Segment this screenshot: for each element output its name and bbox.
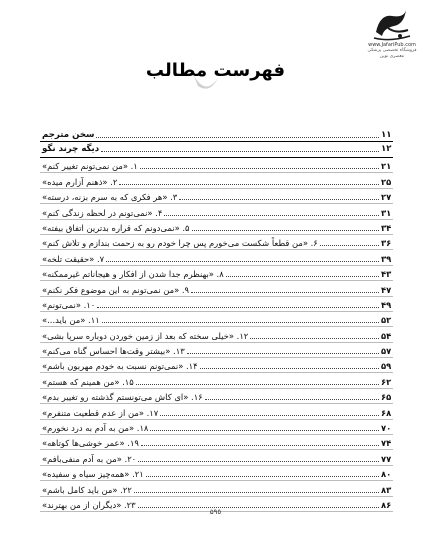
toc-entry-page: ۵۷ — [381, 346, 392, 357]
toc-entry-page: ۱۲ — [381, 144, 392, 154]
toc-entry-title: ۱۷. «من از عدم قطعیت متنفرم» — [42, 407, 159, 418]
toc-entry-page: ۳۱ — [381, 207, 392, 218]
leader-dots — [138, 460, 379, 462]
toc-entry[interactable] — [40, 373, 393, 388]
toc-entry-page: ۶۲ — [381, 376, 392, 387]
toc-entry[interactable] — [40, 466, 393, 481]
toc-entry-title: ۱۵. «من همینم که هستم» — [42, 376, 134, 387]
leader-dots — [226, 275, 379, 277]
logo-site: www.JafariPub.com — [368, 42, 416, 48]
toc-entry[interactable] — [40, 128, 393, 142]
toc-entry-page: ۸۰ — [381, 469, 392, 480]
leader-dots — [96, 136, 379, 138]
leader-dots — [140, 167, 379, 169]
toc-entry-page: ۱۱ — [381, 130, 392, 140]
toc-entry[interactable] — [40, 389, 393, 404]
toc-entry[interactable] — [40, 420, 393, 435]
toc-entry-title: ۲۳. «دیگران از من بهترند» — [42, 499, 136, 510]
leader-dots — [97, 306, 379, 308]
toc-entry[interactable] — [40, 204, 393, 219]
toc-entry-page: ۷۰ — [381, 423, 392, 434]
leader-dots — [134, 491, 379, 493]
toc-entry-title: ۱۶. «ای کاش می‌تونستم گذشته رو تغییر بدم» — [42, 392, 203, 403]
leader-dots — [200, 367, 379, 369]
toc-entry[interactable] — [40, 358, 393, 373]
toc-entry-title: ۱۹. «عمر خوشی‌ها کوتاهه» — [42, 438, 139, 449]
leader-dots — [101, 150, 379, 152]
toc-entry[interactable] — [40, 142, 393, 155]
toc-entry-title: ۱۳. «بیشتر وقت‌ها احساس گناه می‌کنم» — [42, 346, 185, 357]
toc-entry-title: ۱۸. «من به آدم به درد نخورم» — [42, 423, 149, 434]
toc-entry-title: سخن مترجم — [42, 130, 95, 140]
toc-entry-title: ۲. «ذهنم آزارم میده» — [42, 176, 118, 187]
leader-dots — [320, 244, 379, 246]
leader-dots — [119, 183, 379, 185]
page-title: فهرست مطالب — [145, 60, 286, 81]
pen-logo-icon — [370, 6, 414, 42]
toc-entry-page: ۲۵ — [381, 176, 392, 187]
toc-entry-page: ۸۶ — [381, 499, 392, 510]
toc-entry[interactable] — [40, 450, 393, 465]
toc-entry[interactable] — [40, 281, 393, 296]
toc-entry-title: ۷. «حقیقت تلخه» — [42, 253, 105, 264]
toc-entry-title: ۲۲. «من باید کامل باشم» — [42, 484, 132, 495]
toc-entry[interactable] — [40, 250, 393, 265]
toc-entry-page: ۷۷ — [381, 453, 392, 464]
toc-entry[interactable] — [40, 435, 393, 450]
toc-entry-title: ۱۱. «من باید...» — [42, 315, 100, 326]
toc-entry-page: ۲۱ — [381, 161, 392, 172]
toc-entry-title: ۱۲. «خیلی سخته که بعد از زمین خوردن دوباره سرپا بشی» — [42, 330, 249, 341]
toc-entry[interactable] — [40, 189, 393, 204]
publisher-logo — [361, 6, 423, 68]
toc-entry[interactable] — [40, 220, 393, 235]
leader-dots — [160, 414, 379, 416]
toc-entry-title: ۹. «من نمی‌تونم به این موضوع فکر نکنم» — [42, 284, 190, 295]
toc-entry-title: ۴. «نمی‌تونم در لحظه زندگی کنم» — [42, 207, 163, 218]
toc-entry[interactable] — [40, 312, 393, 327]
toc-entry-title: ۳. «هر فکری که به سرم بزنه، درسته» — [42, 192, 178, 203]
toc-entry-page: ۵۴ — [381, 330, 392, 341]
toc-entry[interactable] — [40, 266, 393, 281]
toc-entry[interactable] — [40, 173, 393, 188]
toc-entry[interactable] — [40, 481, 393, 496]
toc-entry-page: ۶۸ — [381, 407, 392, 418]
toc-entry-page: ۳۶ — [381, 238, 392, 249]
toc-entry-title: ۱۰. «نمی‌تونم» — [42, 299, 96, 310]
title-swoosh — [190, 72, 220, 100]
leader-dots — [141, 444, 379, 446]
toc-entry-page: ۳۹ — [381, 253, 392, 264]
leader-dots — [179, 198, 379, 200]
toc-entry-title: ۲۰. «من به آدم منفی‌بافم» — [42, 453, 137, 464]
toc-entry-page: ۴۹ — [381, 299, 392, 310]
toc-entry-page: ۳۴ — [381, 222, 392, 233]
toc-entry-title: دیگه چرند نگو — [42, 144, 100, 154]
toc-entry-page: ۸۳ — [381, 484, 392, 495]
toc-entry-page: ۴۳ — [381, 269, 392, 280]
toc-entry-title: ۶. «من قطعاً شکست می‌خورم پس چرا خودم رو به زحمت بندازم و تلاش کنم» — [42, 238, 318, 249]
leader-dots — [205, 398, 379, 400]
toc-entry-page: ۴۷ — [381, 284, 392, 295]
toc-entry[interactable] — [40, 327, 393, 342]
page-number: ۵۹٥ — [209, 508, 222, 516]
toc-entry-page: ۵۹ — [381, 361, 392, 372]
leader-dots — [250, 337, 379, 339]
toc-entry-title: ۱. «من نمی‌تونم تغییر کنم» — [42, 161, 138, 172]
toc-entry-page: ۷۴ — [381, 438, 392, 449]
leader-dots — [150, 429, 379, 431]
leader-dots — [192, 229, 379, 231]
logo-tagline: فروشگاه تخصصی پزشکی معصری نوین — [367, 48, 417, 59]
leader-dots — [102, 321, 379, 323]
leader-dots — [191, 291, 379, 293]
toc-entry[interactable] — [40, 404, 393, 419]
toc-entry[interactable] — [40, 343, 393, 358]
leader-dots — [146, 475, 379, 477]
toc-entry-title: ۱۴. «نمی‌تونم نسبت به خودم مهربون باشم» — [42, 361, 198, 372]
toc-entry[interactable] — [40, 158, 393, 173]
front-matter-list — [40, 128, 393, 155]
leader-dots — [187, 352, 379, 354]
toc-list — [40, 157, 393, 512]
toc-entry[interactable] — [40, 297, 393, 312]
leader-dots — [164, 214, 379, 216]
toc-entry-title: ۵. «نمی‌دونم که قراره بدترین اتفاق بیفته» — [42, 222, 190, 233]
toc-entry-page: ۲۷ — [381, 192, 392, 203]
leader-dots — [106, 260, 379, 262]
toc-entry-page: ۶۵ — [381, 392, 392, 403]
toc-entry-title: ۸. «بهنظرم جدا شدن از افکار و هیجاناتم غیرممکنه» — [42, 269, 224, 280]
leader-dots — [136, 383, 379, 385]
toc-entry-page: ۵۲ — [381, 315, 392, 326]
toc-entry[interactable] — [40, 235, 393, 250]
toc-entry-title: ۲۱. «همه‌چیز سیاه و سفیده» — [42, 469, 144, 480]
